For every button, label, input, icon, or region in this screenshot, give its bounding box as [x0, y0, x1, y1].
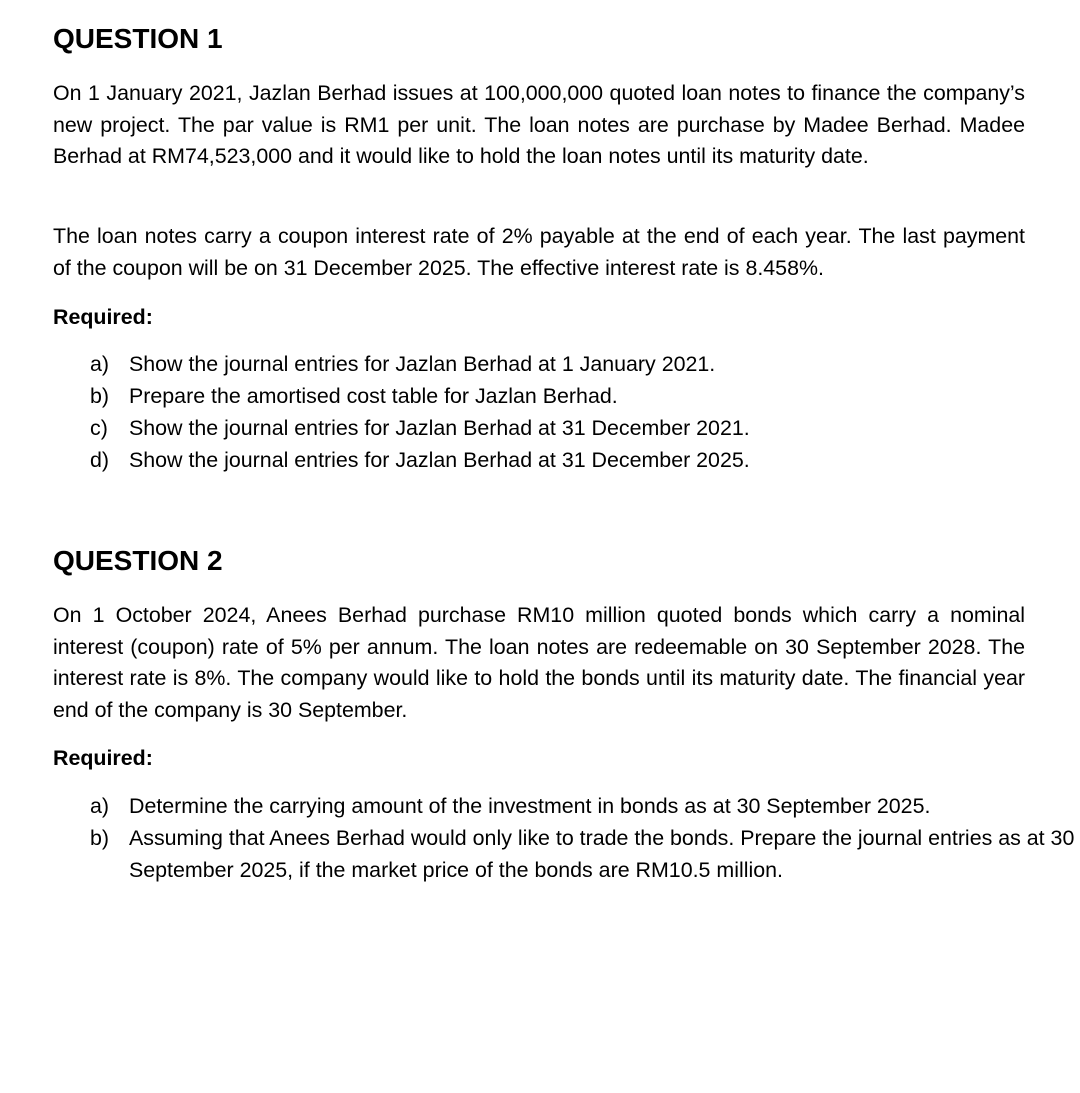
question-1-requirements-list	[90, 348, 1080, 476]
list-item-text: Show the journal entries for Jazlan Berhad at 31 December 2021.	[129, 416, 750, 440]
question-2-heading: QUESTION 2	[53, 545, 223, 576]
question-2-paragraph-1: On 1 October 2024, Anees Berhad purchase RM10 million quoted bonds which carry a nominal interest (coupon) rate of 5% per annum. The loan notes are redeemable on 30 September 2028. The interest rate is 8%. The company would like to hold the bonds until its maturity date. The financial year end of the company is 30 September.	[53, 603, 1025, 722]
list-item-marker: b)	[90, 826, 110, 850]
question-2-required-label: Required:	[53, 746, 153, 770]
list-item	[90, 822, 1080, 886]
list-item-marker: a)	[90, 794, 110, 818]
question-1-paragraph-2: The loan notes carry a coupon interest rate of 2% payable at the end of each year. The last payment of the coupon will be on 31 December 2025. The effective interest rate is 8.458%.	[53, 224, 1025, 280]
list-item	[90, 444, 1080, 476]
list-item	[90, 790, 1080, 822]
question-1-required-label: Required:	[53, 305, 153, 329]
list-item-marker: a)	[90, 352, 110, 376]
question-1-paragraph-1: On 1 January 2021, Jazlan Berhad issues at 100,000,000 quoted loan notes to finance the company’s new project. The par value is RM1 per unit. The loan notes are purchase by Madee Berhad. Madee Berhad at RM74,523,000 and it would like to hold the loan notes until its maturity date.	[53, 81, 1025, 168]
list-item	[90, 412, 1080, 444]
question-2-requirements-list	[90, 790, 1080, 886]
list-item-marker: d)	[90, 448, 110, 472]
list-item	[90, 380, 1080, 412]
list-item-text: Show the journal entries for Jazlan Berhad at 31 December 2025.	[129, 448, 750, 472]
list-item	[90, 348, 1080, 380]
list-item-text: Assuming that Anees Berhad would only like to trade the bonds. Prepare the journal entries as at 30 September 2025, if the market price of the bonds are RM10.5 million.	[129, 826, 1075, 882]
list-item-marker: c)	[90, 416, 108, 440]
list-item-text: Show the journal entries for Jazlan Berhad at 1 January 2021.	[129, 352, 716, 376]
list-item-marker: b)	[90, 384, 110, 408]
list-item-text: Prepare the amortised cost table for Jazlan Berhad.	[129, 384, 618, 408]
list-item-text: Determine the carrying amount of the investment in bonds as at 30 September 2025.	[129, 794, 931, 818]
question-1-heading: QUESTION 1	[53, 23, 223, 54]
